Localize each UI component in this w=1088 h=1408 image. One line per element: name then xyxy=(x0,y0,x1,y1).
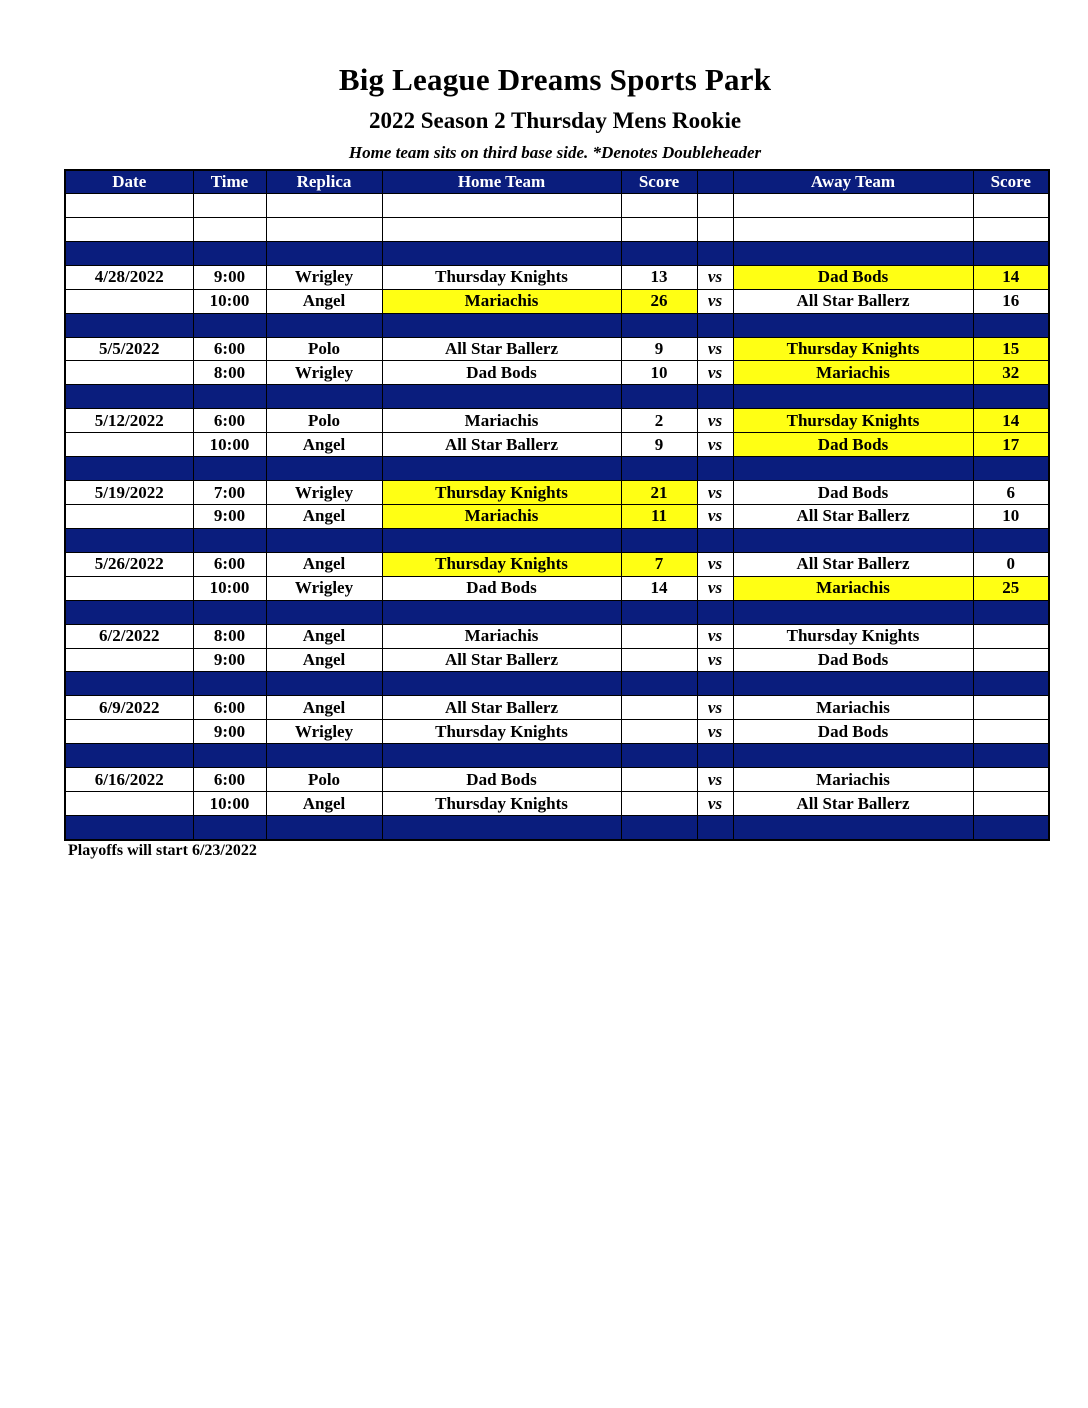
home-team-cell: All Star Ballerz xyxy=(382,337,621,361)
separator-cell xyxy=(193,313,266,337)
table-header-row xyxy=(65,170,1049,194)
replica-cell: Angel xyxy=(266,552,382,576)
home-score-cell xyxy=(621,792,697,816)
separator-cell xyxy=(973,600,1049,624)
time-cell: 10:00 xyxy=(193,433,266,457)
column-header-vs xyxy=(697,170,733,194)
separator-cell xyxy=(193,600,266,624)
separator-cell xyxy=(266,457,382,481)
separator-cell xyxy=(621,385,697,409)
date-cell xyxy=(65,361,193,385)
separator-cell xyxy=(266,744,382,768)
home-score-cell: 26 xyxy=(621,289,697,313)
home-team-cell: Mariachis xyxy=(382,624,621,648)
separator-cell xyxy=(697,241,733,265)
separator-cell xyxy=(266,600,382,624)
separator-cell xyxy=(621,600,697,624)
home-team-cell: Dad Bods xyxy=(382,361,621,385)
blank-cell xyxy=(266,194,382,218)
time-cell: 10:00 xyxy=(193,576,266,600)
game-row xyxy=(65,289,1049,313)
away-score-cell xyxy=(973,720,1049,744)
date-cell: 6/16/2022 xyxy=(65,768,193,792)
separator-cell xyxy=(697,385,733,409)
separator-cell xyxy=(733,528,973,552)
separator-row xyxy=(65,313,1049,337)
separator-cell xyxy=(193,241,266,265)
vs-cell: vs xyxy=(697,624,733,648)
vs-cell: vs xyxy=(697,648,733,672)
home-score-cell: 9 xyxy=(621,337,697,361)
separator-cell xyxy=(65,815,193,840)
separator-cell xyxy=(621,815,697,840)
replica-cell: Wrigley xyxy=(266,361,382,385)
separator-row xyxy=(65,672,1049,696)
date-cell xyxy=(65,289,193,313)
replica-cell: Angel xyxy=(266,433,382,457)
separator-row xyxy=(65,600,1049,624)
separator-cell xyxy=(733,457,973,481)
blank-cell xyxy=(733,217,973,241)
separator-cell xyxy=(733,313,973,337)
vs-cell: vs xyxy=(697,504,733,528)
separator-cell xyxy=(697,600,733,624)
away-team-cell: All Star Ballerz xyxy=(733,289,973,313)
home-team-cell: Thursday Knights xyxy=(382,265,621,289)
away-score-cell: 14 xyxy=(973,265,1049,289)
game-row xyxy=(65,504,1049,528)
separator-cell xyxy=(266,672,382,696)
replica-cell: Angel xyxy=(266,792,382,816)
separator-cell xyxy=(697,744,733,768)
game-row xyxy=(65,768,1049,792)
time-cell: 6:00 xyxy=(193,696,266,720)
separator-cell xyxy=(193,815,266,840)
away-score-cell: 15 xyxy=(973,337,1049,361)
home-team-cell: Thursday Knights xyxy=(382,552,621,576)
replica-cell: Angel xyxy=(266,504,382,528)
time-cell: 10:00 xyxy=(193,289,266,313)
separator-cell xyxy=(65,528,193,552)
date-cell: 6/2/2022 xyxy=(65,624,193,648)
away-team-cell: Dad Bods xyxy=(733,720,973,744)
away-team-cell: Thursday Knights xyxy=(733,337,973,361)
date-cell xyxy=(65,720,193,744)
date-cell xyxy=(65,504,193,528)
separator-row xyxy=(65,744,1049,768)
separator-row xyxy=(65,241,1049,265)
home-score-cell xyxy=(621,696,697,720)
separator-cell xyxy=(973,672,1049,696)
time-cell: 8:00 xyxy=(193,624,266,648)
away-score-cell: 10 xyxy=(973,504,1049,528)
game-row xyxy=(65,648,1049,672)
date-cell xyxy=(65,576,193,600)
replica-cell: Polo xyxy=(266,337,382,361)
replica-cell: Angel xyxy=(266,648,382,672)
column-header-time: Time xyxy=(193,170,266,194)
separator-cell xyxy=(697,672,733,696)
home-score-cell: 11 xyxy=(621,504,697,528)
separator-row xyxy=(65,457,1049,481)
schedule-body xyxy=(65,194,1049,841)
separator-cell xyxy=(65,457,193,481)
vs-cell: vs xyxy=(697,265,733,289)
separator-cell xyxy=(65,313,193,337)
home-score-cell xyxy=(621,768,697,792)
separator-cell xyxy=(65,744,193,768)
date-cell xyxy=(65,648,193,672)
game-row xyxy=(65,576,1049,600)
replica-cell: Angel xyxy=(266,289,382,313)
vs-cell: vs xyxy=(697,792,733,816)
replica-cell: Wrigley xyxy=(266,576,382,600)
schedule-table xyxy=(64,169,1050,841)
home-score-cell: 7 xyxy=(621,552,697,576)
replica-cell: Angel xyxy=(266,696,382,720)
home-score-cell: 10 xyxy=(621,361,697,385)
separator-cell xyxy=(382,313,621,337)
column-header-away-score: Score xyxy=(973,170,1049,194)
game-row xyxy=(65,696,1049,720)
game-row xyxy=(65,337,1049,361)
away-team-cell: Thursday Knights xyxy=(733,624,973,648)
home-team-cell: All Star Ballerz xyxy=(382,696,621,720)
time-cell: 6:00 xyxy=(193,337,266,361)
replica-cell: Wrigley xyxy=(266,481,382,505)
vs-cell: vs xyxy=(697,433,733,457)
column-header-replica: Replica xyxy=(266,170,382,194)
date-cell: 5/19/2022 xyxy=(65,481,193,505)
blank-cell xyxy=(697,217,733,241)
home-team-cell: Mariachis xyxy=(382,504,621,528)
home-team-cell: Thursday Knights xyxy=(382,481,621,505)
separator-cell xyxy=(382,457,621,481)
away-team-cell: Dad Bods xyxy=(733,265,973,289)
away-score-cell: 32 xyxy=(973,361,1049,385)
schedule-note: Home team sits on third base side. *Denotes Doubleheader xyxy=(348,143,762,162)
game-row xyxy=(65,361,1049,385)
blank-row xyxy=(65,194,1049,218)
separator-row xyxy=(65,528,1049,552)
date-cell: 5/12/2022 xyxy=(65,409,193,433)
column-header-date: Date xyxy=(65,170,193,194)
time-cell: 9:00 xyxy=(193,648,266,672)
game-row xyxy=(65,433,1049,457)
home-team-cell: Thursday Knights xyxy=(382,720,621,744)
separator-cell xyxy=(193,672,266,696)
game-row xyxy=(65,265,1049,289)
date-cell xyxy=(65,433,193,457)
time-cell: 6:00 xyxy=(193,409,266,433)
away-team-cell: Mariachis xyxy=(733,768,973,792)
separator-cell xyxy=(697,815,733,840)
separator-cell xyxy=(733,241,973,265)
separator-cell xyxy=(733,385,973,409)
home-score-cell xyxy=(621,720,697,744)
blank-cell xyxy=(65,217,193,241)
time-cell: 6:00 xyxy=(193,552,266,576)
blank-cell xyxy=(973,194,1049,218)
separator-cell xyxy=(193,528,266,552)
home-score-cell: 21 xyxy=(621,481,697,505)
home-score-cell: 14 xyxy=(621,576,697,600)
separator-cell xyxy=(65,600,193,624)
away-team-cell: Dad Bods xyxy=(733,648,973,672)
separator-cell xyxy=(382,241,621,265)
separator-cell xyxy=(193,744,266,768)
home-score-cell xyxy=(621,624,697,648)
separator-cell xyxy=(697,313,733,337)
separator-cell xyxy=(65,385,193,409)
home-score-cell xyxy=(621,648,697,672)
away-score-cell: 14 xyxy=(973,409,1049,433)
home-score-cell: 9 xyxy=(621,433,697,457)
blank-row xyxy=(65,217,1049,241)
home-score-cell: 13 xyxy=(621,265,697,289)
away-score-cell: 0 xyxy=(973,552,1049,576)
separator-cell xyxy=(733,672,973,696)
home-team-cell: All Star Ballerz xyxy=(382,648,621,672)
vs-cell: vs xyxy=(697,337,733,361)
date-cell xyxy=(65,792,193,816)
separator-cell xyxy=(382,600,621,624)
blank-cell xyxy=(65,194,193,218)
separator-cell xyxy=(621,241,697,265)
separator-cell xyxy=(65,672,193,696)
time-cell: 9:00 xyxy=(193,265,266,289)
away-team-cell: All Star Ballerz xyxy=(733,504,973,528)
column-header-home-score: Score xyxy=(621,170,697,194)
replica-cell: Wrigley xyxy=(266,265,382,289)
vs-cell: vs xyxy=(697,481,733,505)
separator-cell xyxy=(697,528,733,552)
separator-cell xyxy=(973,815,1049,840)
separator-cell xyxy=(973,744,1049,768)
away-team-cell: Mariachis xyxy=(733,696,973,720)
game-row xyxy=(65,409,1049,433)
away-team-cell: Thursday Knights xyxy=(733,409,973,433)
separator-cell xyxy=(65,241,193,265)
replica-cell: Angel xyxy=(266,624,382,648)
separator-cell xyxy=(621,744,697,768)
game-row xyxy=(65,792,1049,816)
vs-cell: vs xyxy=(697,361,733,385)
time-cell: 9:00 xyxy=(193,504,266,528)
blank-cell xyxy=(621,194,697,218)
away-team-cell: All Star Ballerz xyxy=(733,792,973,816)
away-team-cell: Mariachis xyxy=(733,576,973,600)
home-team-cell: Mariachis xyxy=(382,289,621,313)
game-row xyxy=(65,720,1049,744)
blank-cell xyxy=(733,194,973,218)
date-cell: 5/5/2022 xyxy=(65,337,193,361)
away-score-cell xyxy=(973,696,1049,720)
away-team-cell: Dad Bods xyxy=(733,481,973,505)
blank-cell xyxy=(193,194,266,218)
separator-cell xyxy=(382,385,621,409)
away-score-cell: 16 xyxy=(973,289,1049,313)
separator-cell xyxy=(621,528,697,552)
game-row xyxy=(65,552,1049,576)
date-cell: 4/28/2022 xyxy=(65,265,193,289)
column-header-away-team: Away Team xyxy=(733,170,973,194)
home-team-cell: All Star Ballerz xyxy=(382,433,621,457)
separator-cell xyxy=(973,313,1049,337)
game-row xyxy=(65,481,1049,505)
away-score-cell xyxy=(973,792,1049,816)
away-score-cell: 17 xyxy=(973,433,1049,457)
separator-cell xyxy=(621,457,697,481)
separator-cell xyxy=(621,672,697,696)
time-cell: 6:00 xyxy=(193,768,266,792)
vs-cell: vs xyxy=(697,552,733,576)
home-team-cell: Thursday Knights xyxy=(382,792,621,816)
separator-cell xyxy=(266,313,382,337)
page-subtitle: 2022 Season 2 Thursday Mens Rookie xyxy=(368,108,742,133)
separator-cell xyxy=(382,744,621,768)
separator-cell xyxy=(193,457,266,481)
time-cell: 10:00 xyxy=(193,792,266,816)
vs-cell: vs xyxy=(697,576,733,600)
game-row xyxy=(65,624,1049,648)
away-score-cell: 25 xyxy=(973,576,1049,600)
away-score-cell: 6 xyxy=(973,481,1049,505)
separator-cell xyxy=(973,457,1049,481)
time-cell: 8:00 xyxy=(193,361,266,385)
home-score-cell: 2 xyxy=(621,409,697,433)
replica-cell: Polo xyxy=(266,768,382,792)
separator-cell xyxy=(733,744,973,768)
separator-cell xyxy=(621,313,697,337)
away-score-cell xyxy=(973,768,1049,792)
separator-cell xyxy=(382,672,621,696)
away-team-cell: All Star Ballerz xyxy=(733,552,973,576)
separator-cell xyxy=(733,600,973,624)
separator-row xyxy=(65,385,1049,409)
vs-cell: vs xyxy=(697,409,733,433)
blank-cell xyxy=(193,217,266,241)
separator-cell xyxy=(266,241,382,265)
time-cell: 7:00 xyxy=(193,481,266,505)
column-header-home-team: Home Team xyxy=(382,170,621,194)
separator-cell xyxy=(382,815,621,840)
separator-cell xyxy=(266,815,382,840)
home-team-cell: Mariachis xyxy=(382,409,621,433)
vs-cell: vs xyxy=(697,768,733,792)
home-team-cell: Dad Bods xyxy=(382,768,621,792)
away-score-cell xyxy=(973,624,1049,648)
separator-cell xyxy=(973,241,1049,265)
date-cell: 5/26/2022 xyxy=(65,552,193,576)
separator-cell xyxy=(266,385,382,409)
away-score-cell xyxy=(973,648,1049,672)
playoffs-note: Playoffs will start 6/23/2022 xyxy=(68,842,257,859)
blank-cell xyxy=(697,194,733,218)
blank-cell xyxy=(621,217,697,241)
vs-cell: vs xyxy=(697,696,733,720)
separator-cell xyxy=(697,457,733,481)
replica-cell: Polo xyxy=(266,409,382,433)
separator-cell xyxy=(382,528,621,552)
blank-cell xyxy=(382,217,621,241)
separator-cell xyxy=(973,528,1049,552)
away-team-cell: Dad Bods xyxy=(733,433,973,457)
separator-cell xyxy=(266,528,382,552)
vs-cell: vs xyxy=(697,289,733,313)
blank-cell xyxy=(973,217,1049,241)
vs-cell: vs xyxy=(697,720,733,744)
blank-cell xyxy=(382,194,621,218)
separator-cell xyxy=(733,815,973,840)
replica-cell: Wrigley xyxy=(266,720,382,744)
away-team-cell: Mariachis xyxy=(733,361,973,385)
blank-cell xyxy=(266,217,382,241)
separator-row xyxy=(65,815,1049,840)
home-team-cell: Dad Bods xyxy=(382,576,621,600)
page-title: Big League Dreams Sports Park xyxy=(338,62,772,97)
separator-cell xyxy=(193,385,266,409)
time-cell: 9:00 xyxy=(193,720,266,744)
date-cell: 6/9/2022 xyxy=(65,696,193,720)
separator-cell xyxy=(973,385,1049,409)
